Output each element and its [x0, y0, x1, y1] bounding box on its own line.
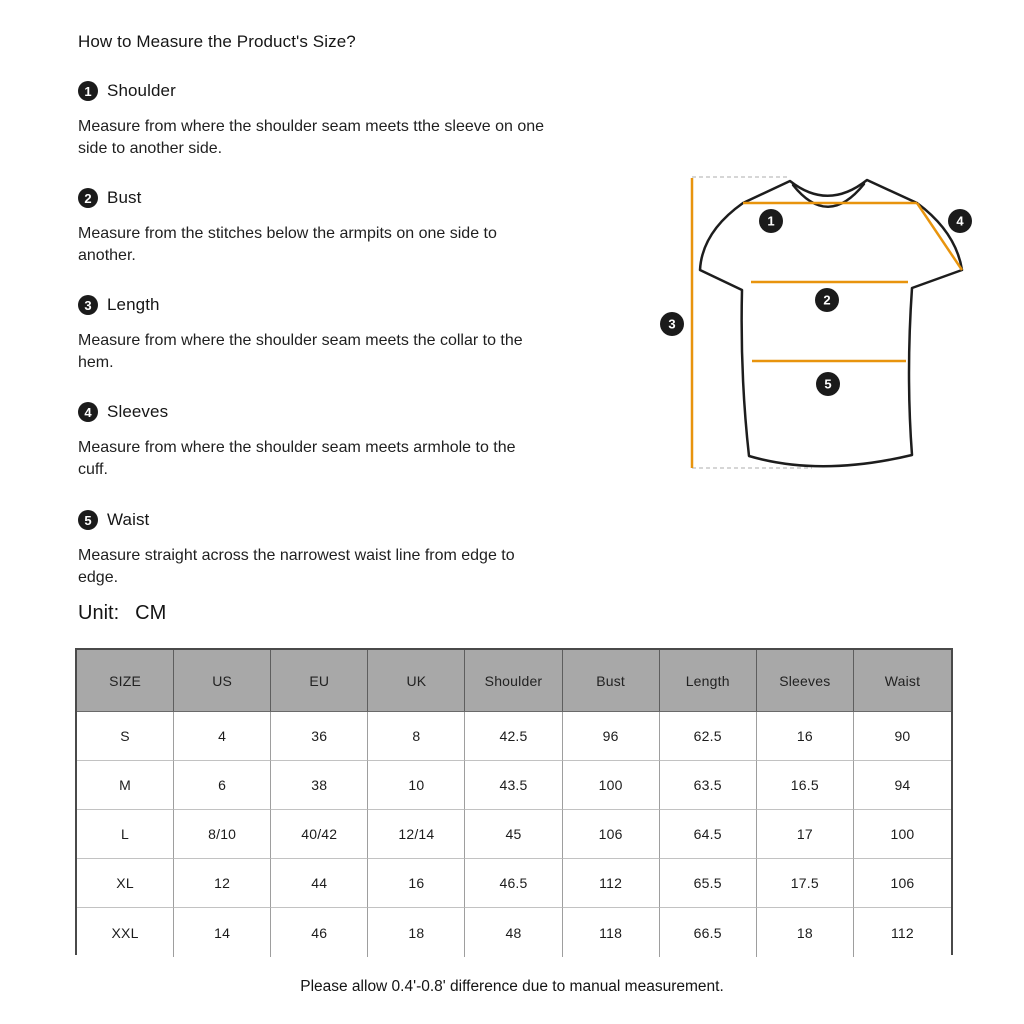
table-cell: L	[77, 810, 174, 859]
unit-label: Unit:	[78, 602, 120, 624]
column-header: US	[174, 650, 271, 712]
table-cell: 112	[854, 908, 951, 957]
step-name: Bust	[107, 188, 142, 207]
page-title: How to Measure the Product's Size?	[78, 32, 356, 51]
diagram-marker-sleeves	[948, 209, 972, 233]
step-description	[78, 545, 613, 589]
step-description-line: side to another side.	[78, 140, 223, 157]
column-header: Waist	[854, 650, 951, 712]
diagram-marker-waist	[816, 372, 840, 396]
table-cell: 43.5	[465, 761, 562, 810]
step-bust-heading	[78, 187, 613, 209]
table-cell: 36	[271, 712, 368, 761]
table-cell: 10	[368, 761, 465, 810]
step-number-badge: 3	[78, 295, 98, 315]
table-cell: 40/42	[271, 810, 368, 859]
table-cell: 16	[368, 859, 465, 908]
table-cell: 64.5	[660, 810, 757, 859]
table-cell: 17.5	[757, 859, 854, 908]
table-cell: 90	[854, 712, 951, 761]
step-number-badge: 1	[78, 81, 98, 101]
step-length	[78, 294, 613, 374]
step-bust	[78, 187, 613, 267]
step-description-line: Measure from where the shoulder seam meets the collar to the	[78, 332, 523, 349]
column-header: Length	[660, 650, 757, 712]
table-cell: 100	[563, 761, 660, 810]
table-cell: XL	[77, 859, 174, 908]
table-cell: 46	[271, 908, 368, 957]
marker-number: 3	[668, 316, 676, 332]
step-description-line: Measure from where the shoulder seam meets tthe sleeve on one	[78, 118, 545, 135]
table-cell: M	[77, 761, 174, 810]
table-cell: 14	[174, 908, 271, 957]
step-shoulder-heading	[78, 80, 613, 102]
step-number-badge: 5	[78, 510, 98, 530]
table-cell: 12/14	[368, 810, 465, 859]
step-description	[78, 437, 613, 481]
tshirt-outline	[700, 180, 962, 466]
measurement-disclaimer: Please allow 0.4'-0.8' difference due to manual measurement.	[300, 978, 724, 995]
table-cell: 42.5	[465, 712, 562, 761]
diagram-marker-bust	[815, 288, 839, 312]
table-cell: 18	[757, 908, 854, 957]
table-cell: 48	[465, 908, 562, 957]
step-description-line: cuff.	[78, 461, 108, 478]
step-description-line: hem.	[78, 354, 114, 371]
table-cell: 4	[174, 712, 271, 761]
step-description	[78, 223, 613, 267]
tshirt-measurement-diagram	[640, 150, 1024, 490]
size-table	[75, 648, 953, 955]
table-cell: 106	[563, 810, 660, 859]
step-description-line: edge.	[78, 569, 119, 586]
column-header: Shoulder	[465, 650, 562, 712]
column-header: SIZE	[77, 650, 174, 712]
column-header: Sleeves	[757, 650, 854, 712]
table-cell: 6	[174, 761, 271, 810]
table-cell: XXL	[77, 908, 174, 957]
column-header: UK	[368, 650, 465, 712]
step-description-line: another.	[78, 247, 136, 264]
diagram-marker-length	[660, 312, 684, 336]
step-name: Sleeves	[107, 402, 169, 421]
tshirt-diagram-svg	[640, 150, 1024, 490]
step-waist-heading	[78, 509, 613, 531]
table-cell: 94	[854, 761, 951, 810]
column-header: Bust	[563, 650, 660, 712]
step-shoulder	[78, 80, 613, 160]
table-cell: 63.5	[660, 761, 757, 810]
table-cell: 96	[563, 712, 660, 761]
table-cell: 8	[368, 712, 465, 761]
step-length-heading	[78, 294, 613, 316]
diagram-marker-shoulder	[759, 209, 783, 233]
table-cell: 65.5	[660, 859, 757, 908]
step-waist	[78, 509, 613, 589]
step-name: Shoulder	[107, 81, 176, 100]
step-number-badge: 2	[78, 188, 98, 208]
step-sleeves	[78, 401, 613, 481]
table-cell: 16	[757, 712, 854, 761]
step-description	[78, 116, 613, 160]
table-cell: 112	[563, 859, 660, 908]
table-cell: 62.5	[660, 712, 757, 761]
table-cell: 44	[271, 859, 368, 908]
marker-number: 5	[824, 376, 832, 392]
table-cell: S	[77, 712, 174, 761]
marker-number: 2	[823, 292, 831, 308]
step-sleeves-heading	[78, 401, 613, 423]
table-cell: 45	[465, 810, 562, 859]
step-description	[78, 330, 613, 374]
unit-line	[78, 602, 166, 625]
table-cell: 16.5	[757, 761, 854, 810]
table-cell: 38	[271, 761, 368, 810]
step-number-badge: 4	[78, 402, 98, 422]
table-cell: 100	[854, 810, 951, 859]
marker-number: 4	[956, 213, 964, 229]
table-cell: 106	[854, 859, 951, 908]
table-cell: 8/10	[174, 810, 271, 859]
column-header: EU	[271, 650, 368, 712]
step-description-line: Measure straight across the narrowest waist line from edge to	[78, 547, 515, 564]
table-cell: 118	[563, 908, 660, 957]
table-cell: 18	[368, 908, 465, 957]
table-cell: 17	[757, 810, 854, 859]
step-description-line: Measure from the stitches below the armpits on one side to	[78, 225, 497, 242]
marker-number: 1	[767, 213, 775, 229]
table-cell: 12	[174, 859, 271, 908]
table-cell: 66.5	[660, 908, 757, 957]
unit-value: CM	[135, 602, 167, 624]
table-cell: 46.5	[465, 859, 562, 908]
step-name: Length	[107, 295, 160, 314]
step-name: Waist	[107, 510, 150, 529]
step-description-line: Measure from where the shoulder seam meets armhole to the	[78, 439, 516, 456]
